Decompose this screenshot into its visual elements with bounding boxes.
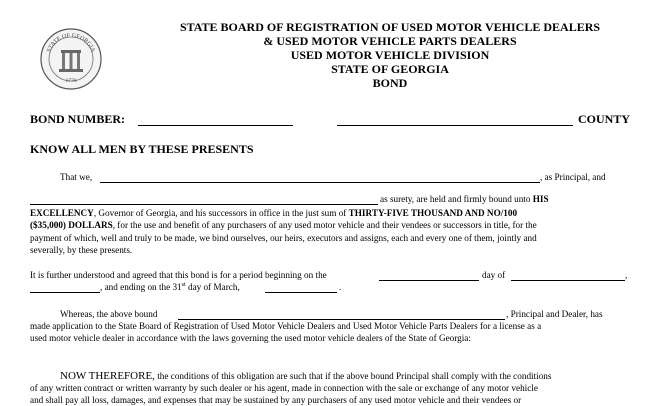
county-field[interactable] bbox=[337, 116, 573, 126]
as-principal-text: , as Principal, and bbox=[540, 172, 606, 182]
para2-line2: , and ending on the 31st day of March, bbox=[100, 281, 240, 292]
whereas-label: Whereas, the above bound bbox=[60, 309, 158, 319]
para4-line1: NOW THEREFORE, the conditions of this obligation are such that if the above bound Principal shall comply with the conditions bbox=[60, 370, 552, 382]
principal-name-field[interactable] bbox=[100, 173, 540, 183]
know-all-men-heading: KNOW ALL MEN BY THESE PRESENTS bbox=[30, 142, 254, 156]
bond-form-page: STATE OF GEORGIA 1776 STATE BOARD OF REGISTRATION OF USED MOTOR VEHICLE DEALERS & USED MOTOR VEHICLE PARTS DEALERS USED MOTOR VEHICLE DIVISION STATE OF GEORGIA BOND BOND NUMBER: COUNTY KNOW ALL MEN BY THESE PRESENTS That we, , as Principal, and as surety, are held and firmly bound unto HIS EXCELLENCY, Governor of Georgia, and his successors in office in the just sum of THIRTY-FIVE THOUSAND AND NO/100 ($35,000) DOLLARS, for the use and benefit of any purchasers of any used motor vehicle and their vendees or successors in title, for the payment of which, well and truly to be made, we bind ourselves, our heirs, executors and assigns, each and every one of them, jointly and severally, by these presents. It is further understood and agreed that this bond is for a period beginning on the day of , , and ending on the 31st day of March, . Whereas, the above bound , Principal and Dealer, has made application to the State Board of Registration of Used Motor Vehicle Dealers and Used Motor Vehicle Parts Dealers for a license as a used motor vehicle dealer in accordance with the laws governing the used motor vehicle dealers of the State of Georgia: NOW THEREFORE, the conditions of this obligation are such that if the above bound Principal shall comply with the conditions of any written contract or written warranty by such dealer or his agent, made in connection with the sale or exchange of any motor vehicle and shall pay all loss, damages, and expenses that may be sustained by any purchasers of any used motor vehicle and their vendees or bbox=[0, 0, 653, 406]
day-of-label: day of bbox=[482, 270, 506, 280]
georgia-state-seal bbox=[40, 28, 102, 90]
para1-line2: EXCELLENCY, Governor of Georgia, and his successors in office in the just sum of THIRTY-FIVE THOUSAND AND NO/100 bbox=[30, 208, 518, 218]
surety-name-field[interactable] bbox=[30, 195, 378, 205]
end-year-field[interactable] bbox=[265, 283, 337, 293]
county-label: COUNTY bbox=[578, 112, 631, 126]
para1-line4: payment of which, well and truly to be made, we bind ourselves, our heirs, executors and assigns, each and every one of them, jointly and bbox=[30, 233, 537, 243]
para4-line3: and shall pay all loss, damages, and expenses that may be sustained by any purchasers of any used motor vehicle and their vendees or bbox=[30, 395, 522, 405]
para1-line3: ($35,000) DOLLARS, for the use and benefit of any purchasers of any used motor vehicle and their vendees or successors in title, for the bbox=[30, 220, 537, 230]
that-we-label: That we, bbox=[60, 172, 93, 182]
header-line-2: & USED MOTOR VEHICLE PARTS DEALERS bbox=[263, 34, 517, 48]
header-line-5: BOND bbox=[372, 76, 408, 90]
principal-dealer-text: , Principal and Dealer, has bbox=[506, 309, 603, 319]
seal-year: 1776 bbox=[65, 78, 77, 84]
surety-text: as surety, are held and firmly bound unto HIS bbox=[380, 194, 549, 204]
para4-line2: of any written contract or written warranty by such dealer or his agent, made in connection with the sale or exchange of any motor vehicle bbox=[30, 383, 538, 393]
bond-number-row bbox=[30, 114, 125, 125]
header-line-1: STATE BOARD OF REGISTRATION OF USED MOTOR VEHICLE DEALERS bbox=[179, 20, 601, 34]
whereas-principal-field[interactable] bbox=[178, 310, 505, 320]
para3-line3: used motor vehicle dealer in accordance with the laws governing the used motor vehicle dealers of the State of Georgia: bbox=[30, 333, 471, 343]
begin-month-field[interactable] bbox=[511, 271, 625, 281]
form-header bbox=[120, 20, 653, 90]
para2-line1: It is further understood and agreed that this bond is for a period beginning on the bbox=[30, 270, 327, 280]
begin-year-field[interactable] bbox=[30, 283, 100, 293]
header-line-4: STATE OF GEORGIA bbox=[331, 62, 449, 76]
seal-text: STATE OF GEORGIA bbox=[46, 32, 96, 54]
header-line-3: USED MOTOR VEHICLE DIVISION bbox=[290, 48, 490, 62]
begin-date-field[interactable] bbox=[379, 271, 479, 281]
bond-number-label: BOND NUMBER: bbox=[30, 112, 125, 126]
para1-line5: severally, by these presents. bbox=[30, 245, 133, 255]
para3-line2: made application to the State Board of Registration of Used Motor Vehicle Dealers and Used Motor Vehicle Parts Dealers for a license as a bbox=[30, 321, 542, 331]
bond-number-field[interactable] bbox=[138, 116, 293, 126]
